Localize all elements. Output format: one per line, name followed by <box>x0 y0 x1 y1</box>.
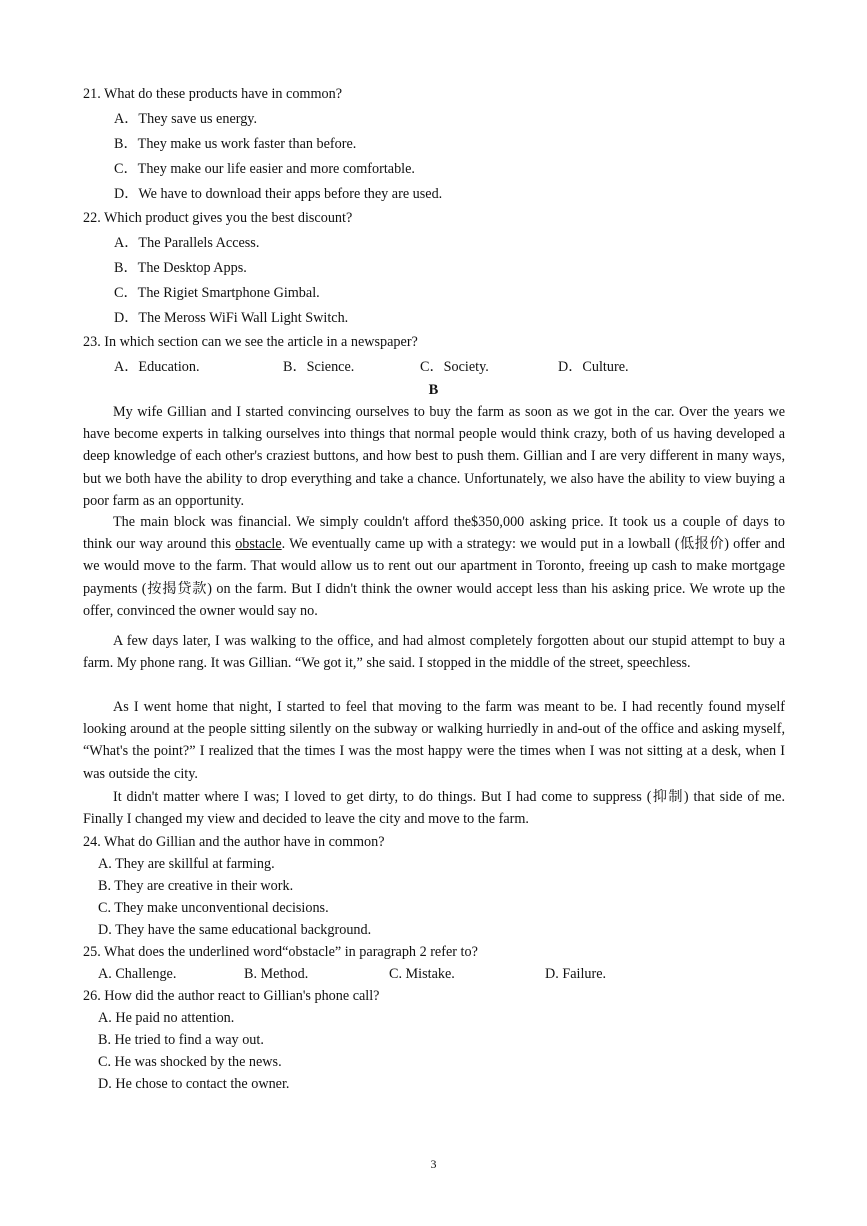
question-25-option-d: D. Failure. <box>545 966 607 982</box>
question-26-option-c: C. He was shocked by the news. <box>98 1054 282 1070</box>
question-24-option-a: A. They are skillful at farming. <box>98 856 275 872</box>
page-number: 3 <box>430 1157 437 1171</box>
question-21-option-c: C．They make our life easier and more comfortable. <box>114 161 415 177</box>
question-25-stem: 25. What does the underlined word“obstacle” in paragraph 2 refer to? <box>83 944 478 960</box>
question-22-option-d: D．The Meross WiFi Wall Light Switch. <box>114 310 349 326</box>
question-25-option-a: A. Challenge. <box>98 966 177 982</box>
question-26-stem: 26. How did the author react to Gillian's phone call? <box>83 988 380 1004</box>
question-25-option-c: C. Mistake. <box>389 966 455 982</box>
passage-paragraph-2-part-1: The main block was financial. We simply couldn't afford the$350,000 asking price. It took us a couple of days to think our way around this <box>83 514 785 553</box>
question-22-option-c: C．The Rigiet Smartphone Gimbal. <box>114 285 320 301</box>
question-24-stem: 24. What do Gillian and the author have in common? <box>83 834 385 850</box>
question-21-stem: 21. What do these products have in common? <box>83 86 342 102</box>
question-23-stem: 23. In which section can we see the article in a newspaper? <box>83 334 418 350</box>
section-heading: B <box>428 382 439 398</box>
passage-paragraph-2 <box>83 511 785 622</box>
passage-paragraph-4: As I went home that night, I started to feel that moving to the farm was meant to be. I had recently found myself looking around at the people sitting silently on the subway or walking hurriedly in and-out of the office and asking myself, “What's the point?” I realized that the times I was the most happy were the times when I was not sitting at a desk, when I was outside the city. <box>83 699 785 782</box>
question-24-option-d: D. They have the same educational background. <box>98 922 372 938</box>
question-23-option-b: B．Science. <box>283 359 355 375</box>
question-22-option-b: B．The Desktop Apps. <box>114 260 247 276</box>
passage-paragraph-5: It didn't matter where I was; I loved to get dirty, to do things. But I had come to suppress (抑制) that side of me. Finally I changed my view and decided to leave the city and move to the farm. <box>83 789 785 828</box>
question-23-option-d: D．Culture. <box>558 359 629 375</box>
question-21-option-a: A．They save us energy. <box>114 111 258 127</box>
question-25-option-b: B. Method. <box>244 966 309 982</box>
question-26-option-d: D. He chose to contact the owner. <box>98 1076 290 1092</box>
passage-paragraph-3: A few days later, I was walking to the office, and had almost completely forgotten about our stupid attempt to buy a farm. My phone rang. It was Gillian. “We got it,” she said. I stopped in the middle of the street, speechless. <box>83 633 785 672</box>
question-22-option-a: A．The Parallels Access. <box>114 235 260 251</box>
question-26-option-a: A. He paid no attention. <box>98 1010 235 1026</box>
question-24-option-b: B. They are creative in their work. <box>98 878 294 894</box>
question-21-option-d: D．We have to download their apps before they are used. <box>114 186 443 202</box>
question-23-option-a: A．Education. <box>114 359 200 375</box>
question-24-option-c: C. They make unconventional decisions. <box>98 900 329 916</box>
passage-paragraph-2-part-2: . We eventually came up with a strategy: we would put in a lowball (低报价) offer and we would move to the farm. That would allow us to rent out our apartment in Toronto, freeing up cash to make mortgage payments (按揭贷款) on the farm. But I didn't think the owner would accept less than his asking price. We wrote up the offer, convinced the owner would say no. <box>83 536 785 619</box>
question-23-option-c: C．Society. <box>420 359 489 375</box>
underlined-word: obstacle <box>235 536 282 553</box>
question-22-stem: 22. Which product gives you the best discount? <box>83 210 353 226</box>
question-21-option-b: B．They make us work faster than before. <box>114 136 357 152</box>
passage-paragraph-1: My wife Gillian and I started convincing ourselves to buy the farm as soon as we got in the car. Over the years we have become experts in talking ourselves into things that normal people would think crazy, both of us having developed a deep knowledge of each other's craziest buttons, and how best to push them. Gillian and I are very different in many ways, but we both have the ability to drop everything and take a chance. Unfortunately, we also have the ability to view buying a poor farm as an opportunity. <box>83 404 785 509</box>
question-26-option-b: B. He tried to find a way out. <box>98 1032 264 1048</box>
